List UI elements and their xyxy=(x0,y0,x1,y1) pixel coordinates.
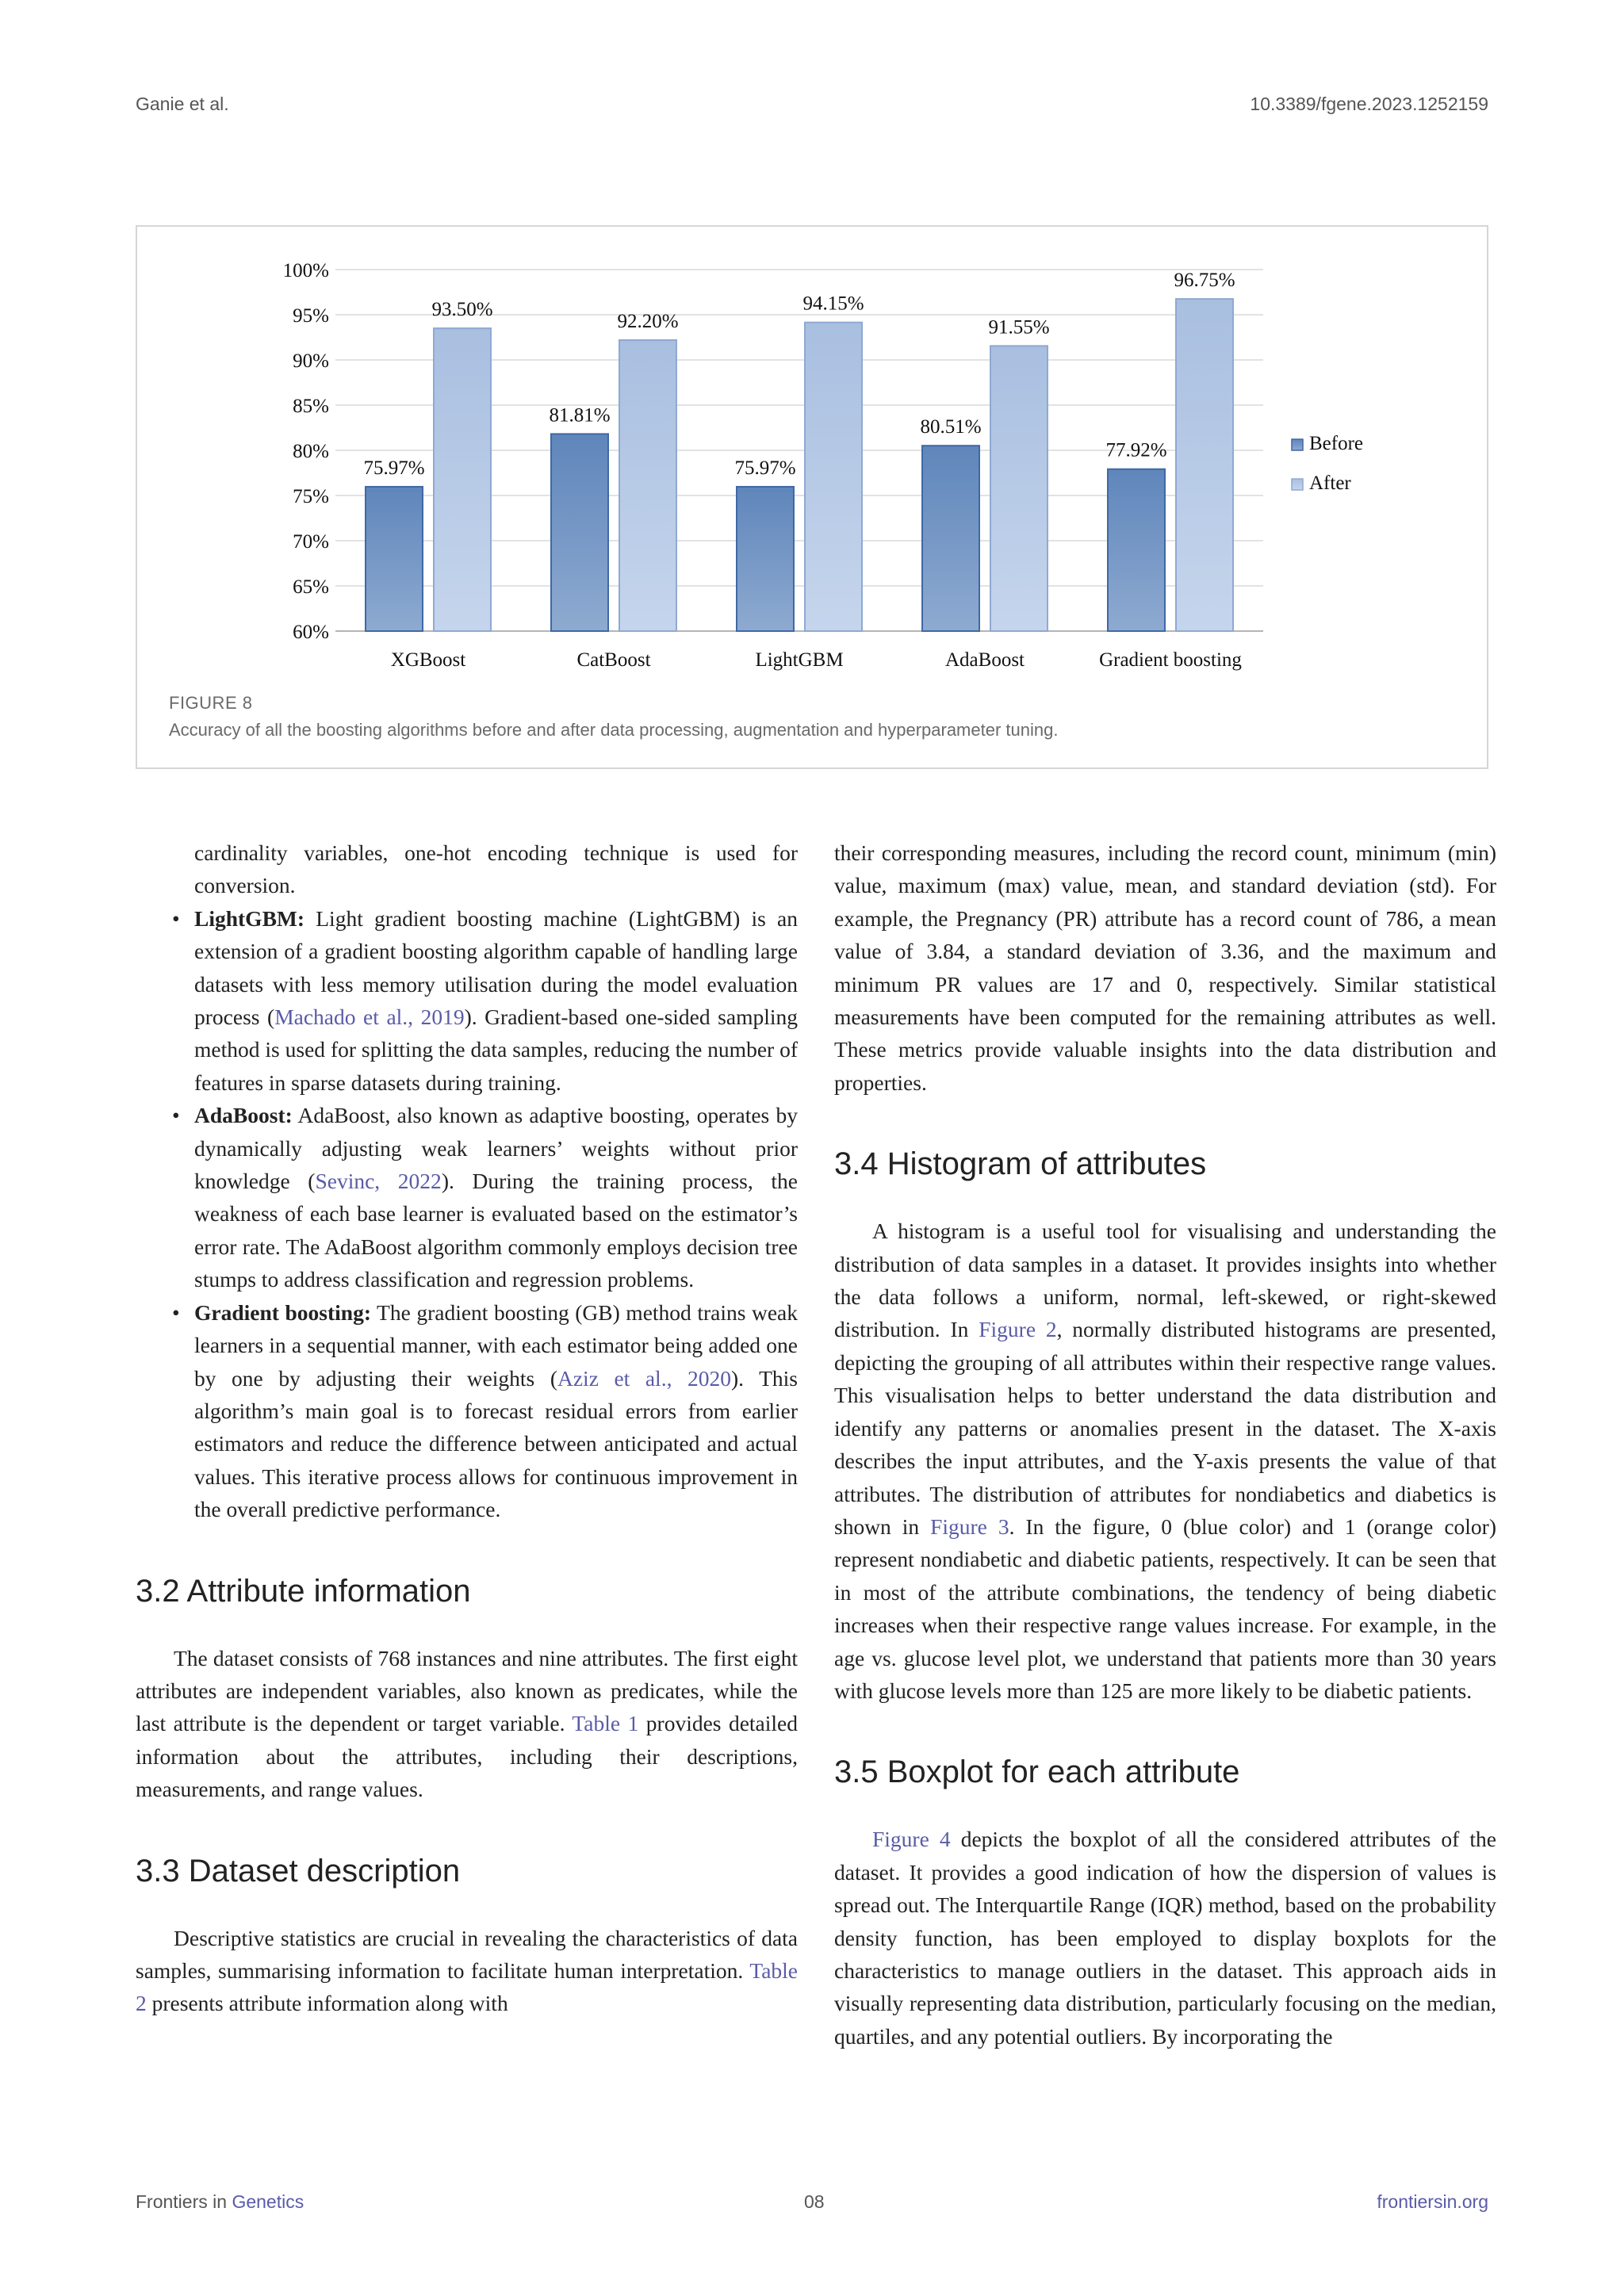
bar-before xyxy=(737,487,794,631)
figure-label: FIGURE 8 xyxy=(169,693,253,713)
term: LightGBM: xyxy=(194,905,305,931)
citation-link[interactable]: Machado et al., 2019 xyxy=(274,1004,465,1030)
paragraph xyxy=(834,1823,1496,2053)
data-label: 77.92% xyxy=(1105,439,1167,461)
y-tick-label: 75% xyxy=(293,486,329,507)
footer-journal-link[interactable]: Genetics xyxy=(232,2191,304,2212)
section-heading-3-2: 3.2 Attribute information xyxy=(136,1573,471,1609)
y-tick-label: 95% xyxy=(293,305,329,327)
legend-label: Before xyxy=(1309,433,1364,454)
table-link[interactable]: Table 1 xyxy=(572,1711,639,1736)
table-link[interactable]: Table 2 xyxy=(136,1957,798,2016)
bar-before xyxy=(1108,469,1165,631)
item-text: AdaBoost, also known as adaptive boosting, operates by dynamically adjusting weak learners’ weights without prior knowledge ( xyxy=(194,1103,798,1194)
list-item-gradient-boosting xyxy=(194,1296,798,1526)
para-text: provides detailed information about the attributes, including their descriptions, measurements, and range values. xyxy=(136,1711,798,1802)
data-label: 75.97% xyxy=(734,457,796,479)
citation-link[interactable]: Aziz et al., 2020 xyxy=(557,1365,732,1391)
y-tick-label: 80% xyxy=(293,441,329,462)
figure-link[interactable]: Figure 2 xyxy=(979,1317,1057,1342)
figure-8 xyxy=(136,225,1488,769)
running-header-doi[interactable]: 10.3389/fgene.2023.1252159 xyxy=(1250,94,1488,114)
list-item-adaboost xyxy=(194,1099,798,1295)
citation-link[interactable]: Sevinc, 2022 xyxy=(315,1169,442,1194)
section-heading-3-3: 3.3 Dataset description xyxy=(136,1853,461,1888)
section-heading-3-5: 3.5 Boxplot for each attribute xyxy=(834,1755,1240,1790)
term: Gradient boosting: xyxy=(194,1299,371,1325)
data-label: 81.81% xyxy=(549,404,611,427)
bar-before xyxy=(551,434,608,631)
continued-text: their corresponding measures, including the record count, minimum (min) value, maximum (max) value, mean, and standard deviation (std). For example, the Pregnancy (PR) attribute has a record count of 786, a mean value of 3.84, a standard deviation of 3.36, and the maximum and minimum PR values are 17 and 0, respectively. Similar statistical measurements have been computed for the remaining attributes as well. These metrics provide valuable insights into the data distribution and properties. xyxy=(834,840,1496,1095)
continued-text: cardinality variables, one-hot encoding technique is used for conversion. xyxy=(194,840,798,898)
section-heading-3-4: 3.4 Histogram of attributes xyxy=(834,1146,1207,1182)
data-label: 80.51% xyxy=(920,416,982,438)
footer-journal xyxy=(136,2191,304,2213)
y-tick-label: 100% xyxy=(282,260,329,281)
y-tick-label: 65% xyxy=(293,576,329,598)
item-text: The gradient boosting (GB) method trains weak learners in a sequential manner, with each estimator being added one by one by adjusting their weights ( xyxy=(194,1299,798,1391)
bar-after xyxy=(805,323,862,631)
algorithm-list xyxy=(136,902,798,1526)
item-text: ). This algorithm’s main goal is to forecast residual errors from earlier estimators and reduce the difference between anticipated and actual values. This iterative process allows for continuous improvement in the overall predictive performance. xyxy=(194,1365,798,1522)
para-text: depicts the boxplot of all the considered attributes of the dataset. It provides a good indication of how the dispersion of values is spread out. The Interquartile Range (IQR) method, based on the probability density function, has been employed to display boxplots for the characteristics to manage outliers in the dataset. This approach aids in visually representing data distribution, particularly focusing on the median, quartiles, and any potential outliers. By incorporating the xyxy=(834,1827,1496,2049)
data-label: 96.75% xyxy=(1174,270,1235,292)
y-tick-label: 70% xyxy=(293,531,329,553)
para-text: A histogram is a useful tool for visualising and understanding the distribution of data samples in a dataset. It provides insights into whether the data follows a uniform, normal, left-skewed, or right-skewed distribution. In xyxy=(834,1219,1496,1342)
legend-label: After xyxy=(1309,473,1351,494)
running-header-authors: Ganie et al. xyxy=(136,94,229,114)
footer-site-link[interactable]: frontiersin.org xyxy=(1377,2191,1488,2212)
figure-link[interactable]: Figure 4 xyxy=(872,1827,951,1852)
footer-journal-prefix: Frontiers in xyxy=(136,2191,232,2212)
para-text: The dataset consists of 768 instances and nine attributes. The first eight attributes are independent variables, also known as predicates, while the last attribute is the dependent or target variable. xyxy=(136,1645,798,1736)
bar-after xyxy=(434,328,491,631)
figure-link[interactable]: Figure 3 xyxy=(930,1513,1009,1539)
term: AdaBoost: xyxy=(194,1103,293,1128)
x-tick-label: AdaBoost xyxy=(945,649,1025,671)
page-number: 08 xyxy=(804,2191,825,2212)
bar-before xyxy=(366,487,423,631)
bar-before xyxy=(922,446,979,631)
bar-after xyxy=(990,346,1048,631)
data-label: 94.15% xyxy=(802,293,864,315)
para-text: Descriptive statistics are crucial in revealing the characteristics of data samples, summarising information to facilitate human interpretation. xyxy=(136,1925,798,1983)
para-text: presents attribute information along with xyxy=(146,1991,508,2016)
bar-after xyxy=(1176,299,1233,631)
paragraph xyxy=(136,1922,798,2020)
y-tick-label: 85% xyxy=(293,396,329,417)
legend-swatch-after xyxy=(1292,479,1303,490)
x-tick-label: Gradient boosting xyxy=(1099,649,1242,671)
y-tick-label: 60% xyxy=(293,622,329,643)
data-label: 75.97% xyxy=(363,457,425,479)
item-text: ). Gradient-based one-sided sampling method is used for splitting the data samples, reducing the number of features in sparse datasets during training. xyxy=(194,1004,798,1095)
y-tick-label: 90% xyxy=(293,350,329,372)
item-text: ). During the training process, the weakness of each base learner is evaluated based on the estimator’s error rate. The AdaBoost algorithm commonly employs decision tree stumps to address classification and regression problems. xyxy=(194,1169,798,1292)
list-item-lightgbm xyxy=(194,902,798,1099)
para-text: , normally distributed histograms are presented, depicting the grouping of all attributes within their respective range values. This visualisation helps to better understand the data distribution and identify any patterns or anomalies present in the dataset. The X-axis describes the input attributes, and the Y-axis presents the value of that attributes. The distribution of attributes for nondiabetics and diabetics is shown in xyxy=(834,1317,1496,1539)
paragraph xyxy=(136,1642,798,1806)
right-column xyxy=(834,836,1496,2053)
left-column xyxy=(136,836,798,2020)
data-label: 91.55% xyxy=(988,316,1050,339)
accuracy-bar-chart xyxy=(137,227,1485,687)
item-text: Light gradient boosting machine (LightGBM) is an extension of a gradient boosting algorithm capable of handling large datasets with less memory utilisation during the model evaluation process ( xyxy=(194,905,798,1030)
paragraph xyxy=(834,1215,1496,1707)
data-label: 93.50% xyxy=(431,299,493,321)
figure-caption: Accuracy of all the boosting algorithms before and after data processing, augmentation and hyperparameter tuning. xyxy=(169,720,1059,740)
data-label: 92.20% xyxy=(617,310,679,332)
x-tick-label: LightGBM xyxy=(755,649,844,671)
para-text: . In the figure, 0 (blue color) and 1 (orange color) represent nondiabetic and diabetic patients, respectively. It can be seen that in most of the attribute combinations, the tendency of being diabetic increases when their respective range values increase. For example, in the age vs. glucose level plot, we understand that patients more than 30 years with glucose levels more than 125 are more likely to be diabetic patients. xyxy=(834,1513,1496,1703)
x-tick-label: CatBoost xyxy=(576,649,651,671)
x-tick-label: XGBoost xyxy=(390,649,466,671)
bar-after xyxy=(619,340,676,631)
legend-swatch-before xyxy=(1292,439,1303,450)
